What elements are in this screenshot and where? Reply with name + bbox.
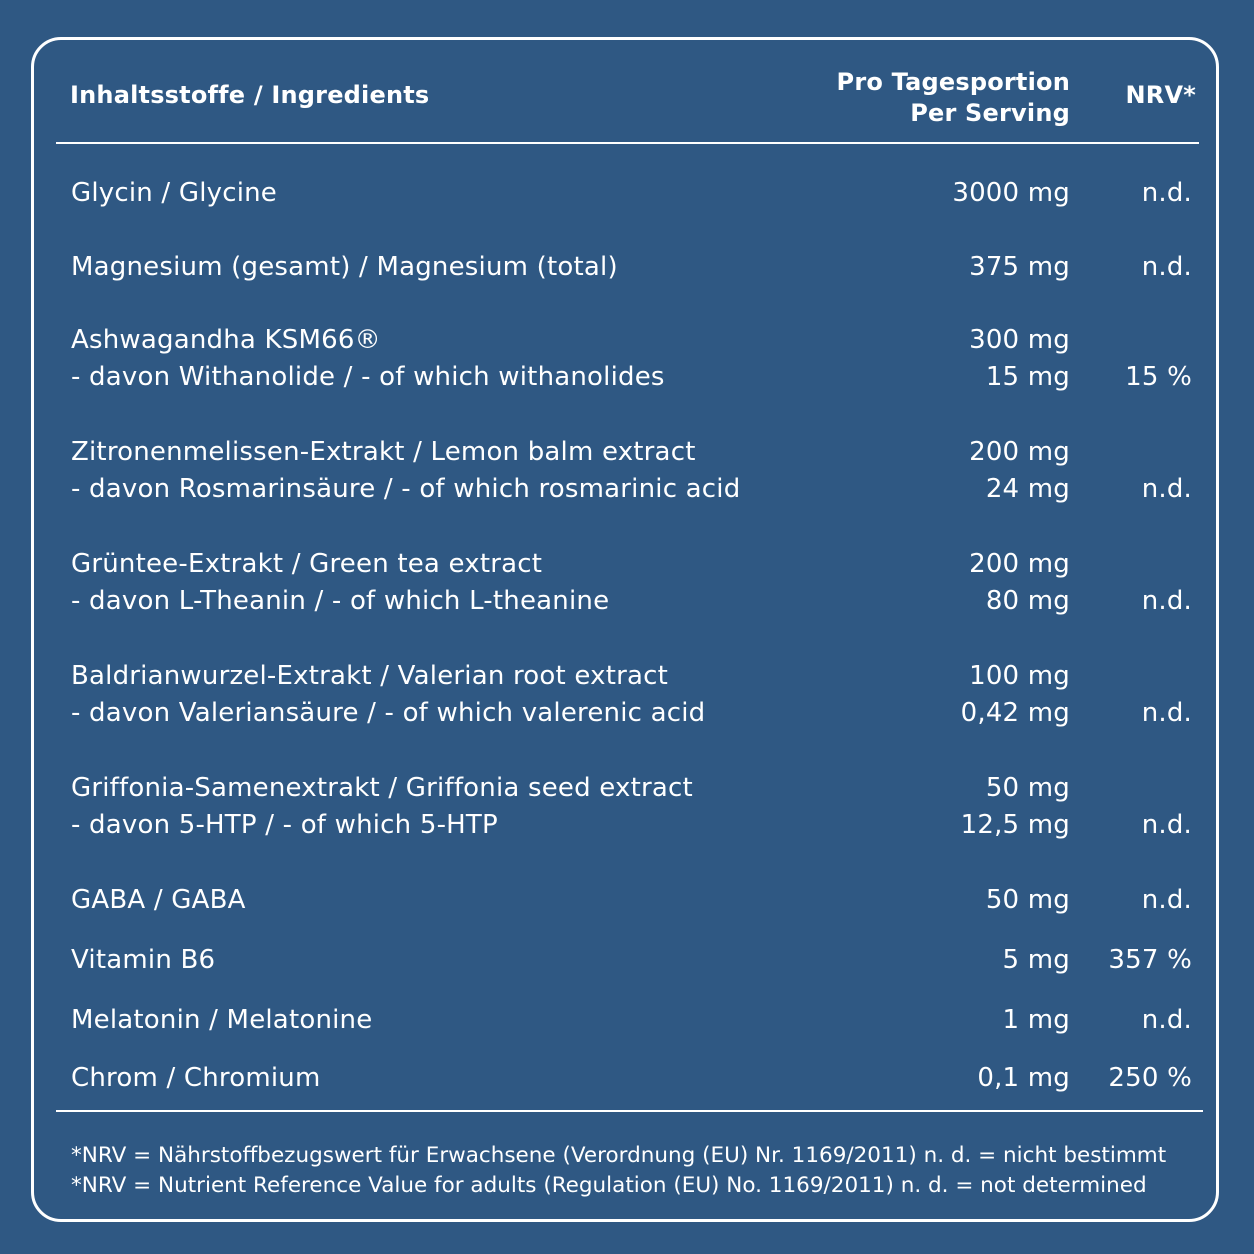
ingredient-amount: 5 mg [1002, 945, 1070, 975]
ingredient-row-lemon-balm [0, 434, 1254, 508]
ingredient-nrv: n.d. [1141, 885, 1192, 915]
ingredient-name: Baldrianwurzel-Extrakt / Valerian root extract [71, 661, 669, 691]
ingredient-amount: 80 mg [985, 586, 1070, 616]
ingredient-nrv: n.d. [1141, 698, 1192, 728]
ingredient-line [0, 546, 1254, 583]
ingredient-row-green-tea [0, 546, 1254, 620]
ingredient-amount: 0,1 mg [977, 1063, 1070, 1093]
ingredient-name: Vitamin B6 [71, 945, 216, 975]
ingredient-line [0, 1060, 1254, 1097]
ingredient-amount: 50 mg [985, 885, 1070, 915]
ingredient-row-ashwagandha [0, 322, 1254, 396]
ingredient-subline [0, 807, 1254, 844]
ingredient-name: Chrom / Chromium [71, 1063, 321, 1093]
ingredient-line [0, 175, 1254, 212]
ingredient-name: Griffonia-Samenextrakt / Griffonia seed extract [71, 773, 693, 803]
ingredient-subline [0, 583, 1254, 620]
footnote-german: *NRV = Nährstoffbezugswert für Erwachsene (Verordnung (EU) Nr. 1169/2011) n. d. = nicht bestimmt [71, 1143, 1167, 1168]
ingredient-row-vitamin-b6 [0, 942, 1254, 979]
ingredient-amount: 0,42 mg [960, 698, 1070, 728]
ingredients-column-header: Inhaltsstoffe / Ingredients [70, 81, 430, 109]
ingredient-line [0, 770, 1254, 807]
ingredient-line [0, 249, 1254, 286]
ingredient-name: Melatonin / Melatonine [71, 1005, 373, 1035]
ingredient-row-griffonia [0, 770, 1254, 844]
ingredient-name: Zitronenmelissen-Extrakt / Lemon balm extract [71, 437, 696, 467]
ingredient-line [0, 322, 1254, 359]
ingredient-line [0, 942, 1254, 979]
ingredient-amount: 15 mg [985, 362, 1070, 392]
ingredient-name: Glycin / Glycine [71, 178, 277, 208]
ingredient-line [0, 1002, 1254, 1039]
ingredient-name: GABA / GABA [71, 885, 246, 915]
ingredient-nrv: 357 % [1108, 945, 1192, 975]
ingredient-amount: 200 mg [969, 437, 1070, 467]
ingredient-name: Grüntee-Extrakt / Green tea extract [71, 549, 543, 579]
ingredient-nrv: n.d. [1141, 1005, 1192, 1035]
ingredient-subline [0, 471, 1254, 508]
ingredient-amount: 100 mg [969, 661, 1070, 691]
nutrition-panel [31, 37, 1219, 1222]
ingredient-name: - davon 5-HTP / - of which 5-HTP [71, 810, 498, 840]
ingredient-nrv: n.d. [1141, 586, 1192, 616]
ingredient-amount: 50 mg [985, 773, 1070, 803]
per-serving-column-header [837, 67, 1070, 129]
ingredient-row-valerian [0, 658, 1254, 732]
per-serving-header-line-de: Pro Tagesportion [836, 68, 1070, 96]
ingredient-amount: 3000 mg [952, 178, 1070, 208]
ingredient-row-magnesium [0, 249, 1254, 286]
nrv-column-header: NRV* [1125, 81, 1196, 109]
ingredient-row-melatonin [0, 1002, 1254, 1039]
ingredient-amount: 300 mg [969, 325, 1070, 355]
ingredient-amount: 200 mg [969, 549, 1070, 579]
ingredient-line [0, 658, 1254, 695]
ingredient-line [0, 434, 1254, 471]
ingredient-nrv: 250 % [1108, 1063, 1192, 1093]
ingredient-nrv: n.d. [1141, 810, 1192, 840]
ingredient-row-chromium [0, 1060, 1254, 1097]
ingredient-nrv: n.d. [1141, 178, 1192, 208]
ingredient-amount: 12,5 mg [960, 810, 1070, 840]
ingredient-subline [0, 359, 1254, 396]
ingredient-line [0, 882, 1254, 919]
ingredient-name: - davon L-Theanin / - of which L-theanine [71, 586, 610, 616]
ingredient-name: - davon Valeriansäure / - of which valerenic acid [71, 698, 706, 728]
ingredient-nrv: n.d. [1141, 474, 1192, 504]
ingredient-subline [0, 695, 1254, 732]
header-divider [56, 142, 1199, 144]
per-serving-header-line-en: Per Serving [910, 99, 1070, 127]
footnote-english: *NRV = Nutrient Reference Value for adults (Regulation (EU) No. 1169/2011) n. d. = not determined [71, 1173, 1147, 1198]
ingredient-row-glycine [0, 175, 1254, 212]
ingredient-amount: 24 mg [985, 474, 1070, 504]
ingredient-nrv: 15 % [1125, 362, 1192, 392]
ingredient-name: - davon Withanolide / - of which withanolides [71, 362, 665, 392]
ingredient-row-gaba [0, 882, 1254, 919]
ingredient-name: Ashwagandha KSM66® [71, 325, 381, 355]
ingredient-name: - davon Rosmarinsäure / - of which rosmarinic acid [71, 474, 741, 504]
ingredient-amount: 375 mg [969, 252, 1070, 282]
ingredient-amount: 1 mg [1002, 1005, 1070, 1035]
ingredient-nrv: n.d. [1141, 252, 1192, 282]
ingredient-name: Magnesium (gesamt) / Magnesium (total) [71, 252, 618, 282]
footer-divider [56, 1110, 1203, 1112]
